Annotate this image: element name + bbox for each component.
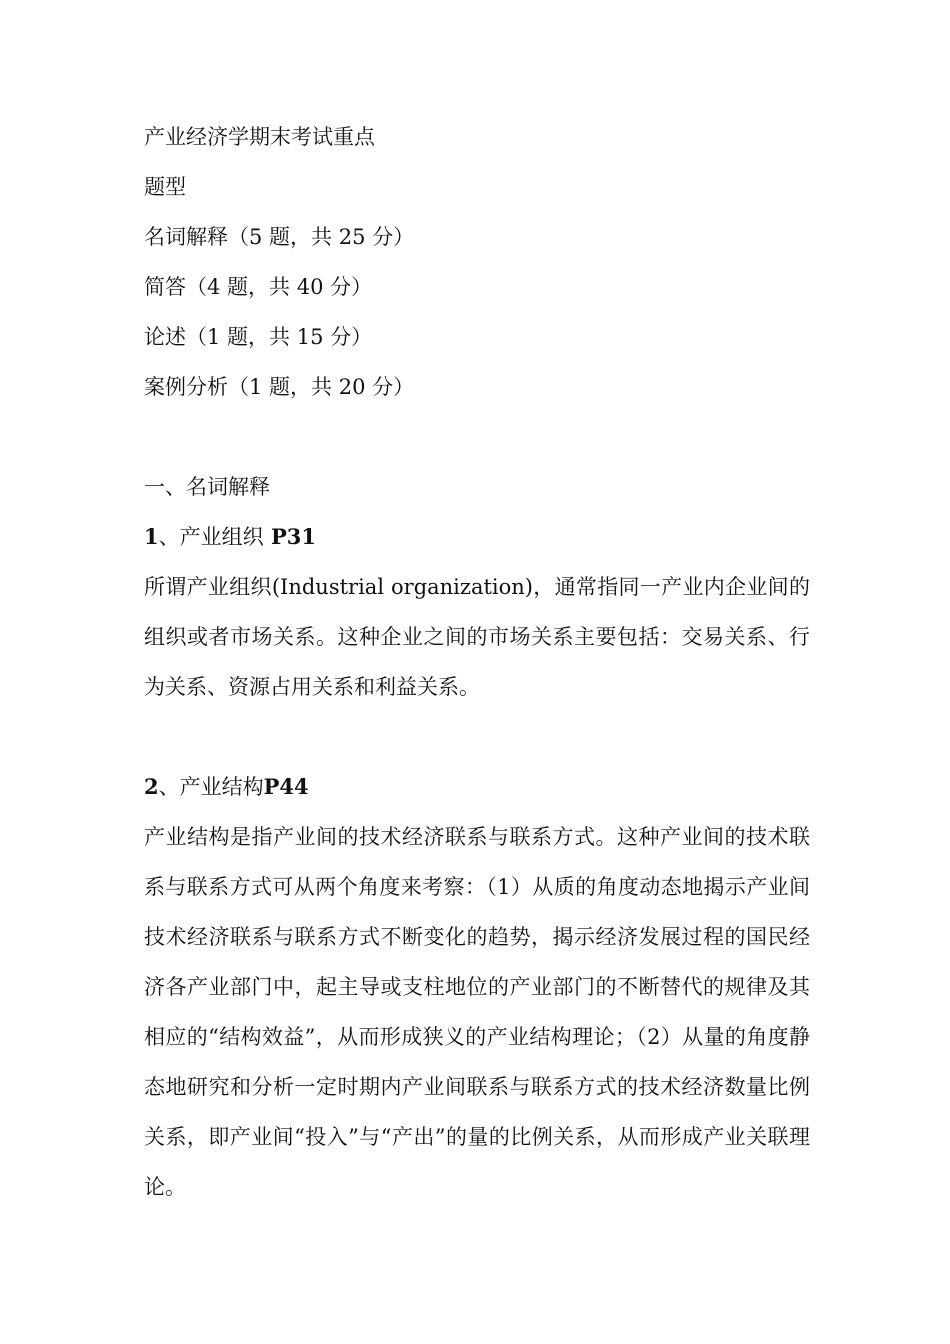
- term-definition: 产业结构是指产业间的技术经济联系与联系方式。这种产业间的技术联系与联系方式可从两个角度来考察：（1）从质的角度动态地揭示产业间技术经济联系与联系方式不断变化的趋势，揭示经济发展过程的国民经济各产业部门中，起主导或支柱地位的产业部门的不断替代的规律及其相应的“结构效益”，从而形成狭义的产业结构理论；（2）从量的角度静态地研究和分析一定时期内产业间联系与联系方式的技术经济数量比例关系，即产业间“投入”与“产出”的量的比例关系，从而形成产业关联理论。: [144, 825, 810, 1199]
- question-type-item: 名词解释（5 题，共 25 分）: [144, 225, 415, 249]
- term-heading: [144, 762, 810, 812]
- document-page: [144, 112, 810, 1212]
- term-number: 2: [144, 774, 159, 799]
- term-definition: 所谓产业组织(Industrial organization)，通常指同一产业内企业间的组织或者市场关系。这种企业之间的市场关系主要包括：交易关系、行为关系、资源占用关系和利益关系。: [144, 575, 810, 699]
- term-number: 1: [144, 524, 159, 549]
- document-title: 产业经济学期末考试重点: [144, 125, 375, 149]
- question-type-item: 案例分析（1 题，共 20 分）: [144, 375, 415, 399]
- question-type-item: 论述（1 题，共 15 分）: [144, 325, 373, 349]
- spacer: [144, 712, 810, 762]
- term-name: 、产业组织: [158, 525, 264, 549]
- term-name: 、产业结构: [158, 775, 264, 799]
- question-types-label: 题型: [144, 175, 186, 199]
- section-heading: 一、名词解释: [144, 475, 270, 499]
- term-page-ref: P31: [270, 524, 316, 549]
- spacer: [144, 412, 810, 462]
- term-page-ref: P44: [263, 774, 309, 799]
- term-heading: [144, 512, 810, 562]
- question-type-item: 简答（4 题，共 40 分）: [144, 275, 373, 299]
